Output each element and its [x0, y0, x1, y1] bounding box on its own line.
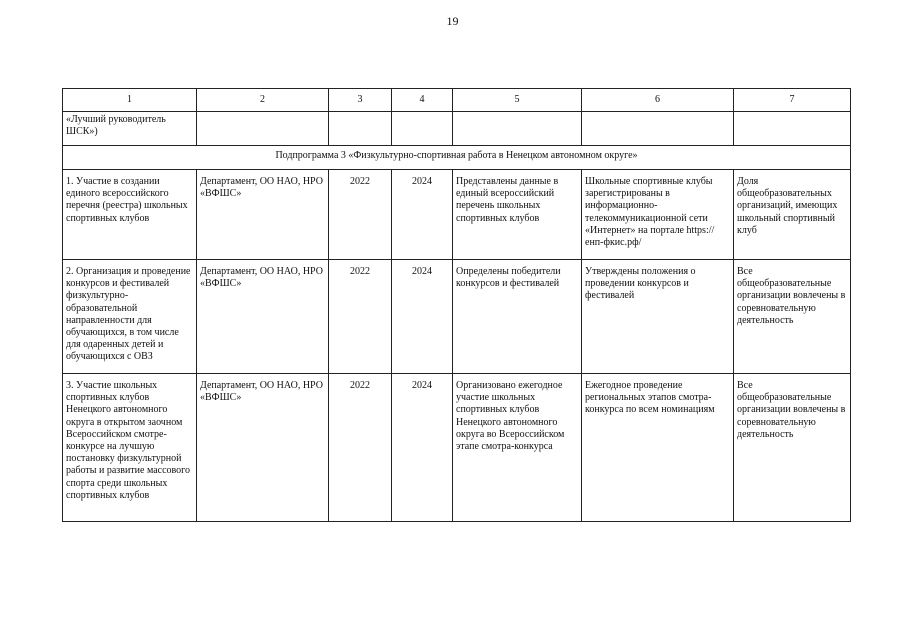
column-header: 3: [329, 89, 392, 112]
table-row: [63, 374, 851, 522]
empty-cell: [392, 112, 453, 146]
column-header: 4: [392, 89, 453, 112]
table-header-row: [63, 89, 851, 112]
subprogram-title: Подпрограмма 3 «Физкультурно-спортивная работа в Ненецком автономном округе»: [63, 146, 851, 170]
start-year-cell: 2022: [329, 374, 392, 522]
executor-cell: Департамент, ОО НАО, НРО «ВФШС»: [197, 170, 329, 260]
table-row: [63, 260, 851, 374]
continuation-cell: «Лучший руководитель ШСК»): [63, 112, 197, 146]
measure-name-cell: 3. Участие школьных спортивных клубов Ненецкого автономного округа в открытом заочном Всероссийском смотре-конкурсе на лучшую постановку физкультурной работы и развитие массового спорта среди школьных спортивных клубов: [63, 374, 197, 522]
measures-table: [62, 88, 851, 522]
empty-cell: [197, 112, 329, 146]
description-cell: Ежегодное проведение региональных этапов смотра-конкурса по всем номинациям: [582, 374, 734, 522]
result-cell: Определены победители конкурсов и фестивалей: [453, 260, 582, 374]
table-row: [63, 170, 851, 260]
executor-cell: Департамент, ОО НАО, НРО «ВФШС»: [197, 260, 329, 374]
description-cell: Утверждены положения о проведении конкурсов и фестивалей: [582, 260, 734, 374]
end-year-cell: 2024: [392, 374, 453, 522]
result-cell: Организовано ежегодное участие школьных спортивных клубов Ненецкого автономного округа во Всероссийском этапе смотра-конкурса: [453, 374, 582, 522]
column-header: 1: [63, 89, 197, 112]
column-header: 2: [197, 89, 329, 112]
column-header: 7: [734, 89, 851, 112]
end-year-cell: 2024: [392, 260, 453, 374]
start-year-cell: 2022: [329, 260, 392, 374]
indicator-cell: Доля общеобразовательных организаций, имеющих школьный спортивный клуб: [734, 170, 851, 260]
empty-cell: [453, 112, 582, 146]
measure-name-cell: 1. Участие в создании единого всероссийского перечня (реестра) школьных спортивных клубов: [63, 170, 197, 260]
indicator-cell: Все общеобразовательные организации вовлечены в соревновательную деятельность: [734, 374, 851, 522]
result-cell: Представлены данные в единый всероссийский перечень школьных спортивных клубов: [453, 170, 582, 260]
description-cell: Школьные спортивные клубы зарегистрированы в информационно-телекоммуникационной сети «Интернет» на портале https://енп-фкис.рф/: [582, 170, 734, 260]
measure-name-cell: 2. Организация и проведение конкурсов и фестивалей физкультурно-образовательной направленности для обучающихся, в том числе для одаренных детей и обучающихся с ОВЗ: [63, 260, 197, 374]
empty-cell: [734, 112, 851, 146]
start-year-cell: 2022: [329, 170, 392, 260]
continuation-row: [63, 112, 851, 146]
column-header: 6: [582, 89, 734, 112]
empty-cell: [329, 112, 392, 146]
subprogram-row: [63, 146, 851, 170]
page-number: 19: [446, 14, 459, 28]
empty-cell: [582, 112, 734, 146]
indicator-cell: Все общеобразовательные организации вовлечены в соревновательную деятельность: [734, 260, 851, 374]
column-header: 5: [453, 89, 582, 112]
end-year-cell: 2024: [392, 170, 453, 260]
executor-cell: Департамент, ОО НАО, НРО «ВФШС»: [197, 374, 329, 522]
